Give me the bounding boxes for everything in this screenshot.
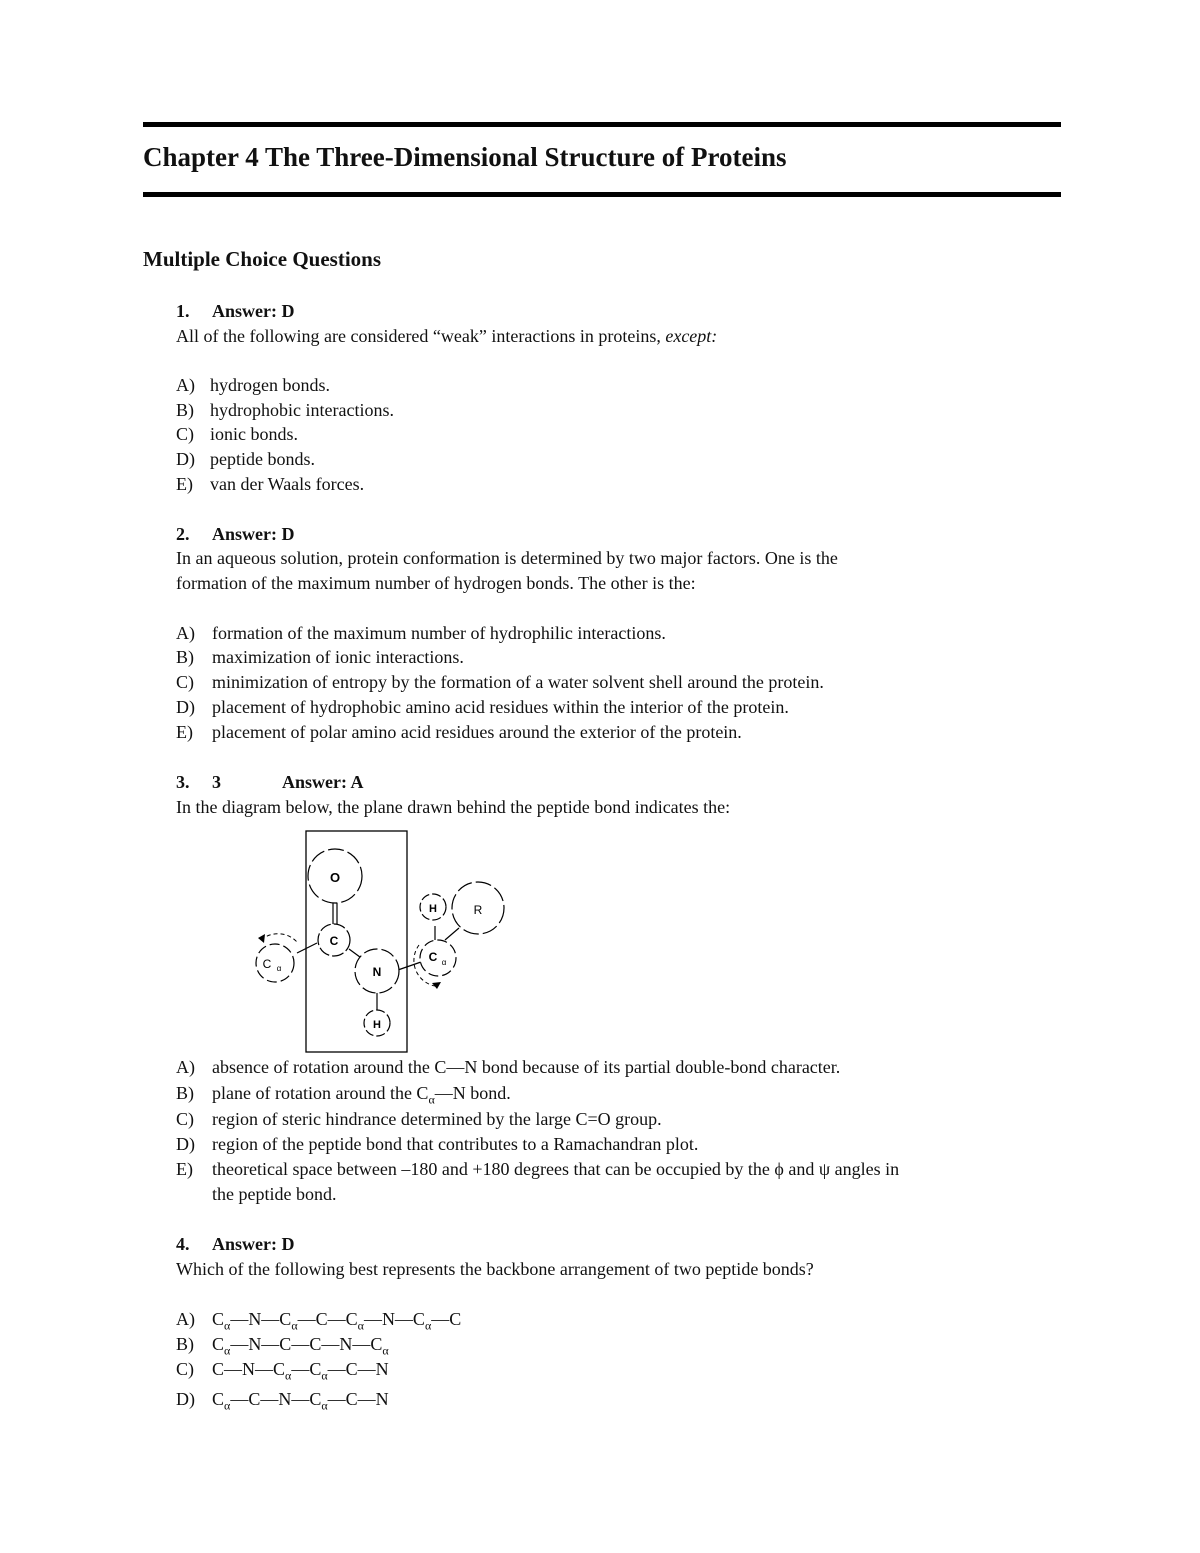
q2-option-b: B) maximization of ionic interactions. [176, 647, 464, 667]
label-oxygen: O [329, 870, 341, 885]
alpha-subscript: α [321, 1398, 328, 1413]
peptide-diagram-svg [245, 828, 525, 1058]
section-title: Multiple Choice Questions [143, 247, 382, 271]
alpha-subscript: α [382, 1343, 389, 1358]
label-carbonyl-carbon: C [329, 934, 339, 948]
q4-option-c: C) $C—N—C_\alpha—C_\alpha—C—N$ [176, 1359, 389, 1383]
bond-ca-r [445, 928, 459, 940]
label-alpha-carbon-right-sub: α [441, 958, 447, 967]
alpha-subscript: α [424, 1318, 432, 1333]
chain-segment: —N—C [230, 1309, 292, 1329]
q3-option-b: B) plane of rotation around the $C_\alpha—N$ bond. [176, 1083, 511, 1107]
q1-stem: All of the following are considered “weak” interactions in proteins, except: [176, 326, 718, 346]
alpha-subscript: α [285, 1368, 292, 1383]
alpha-subscript: α [224, 1398, 231, 1413]
peptide-bond-diagram [245, 828, 525, 1063]
label-alpha-carbon-left: C [262, 957, 272, 971]
q2-option-d: D) placement of hydrophobic amino acid residues within the interior of the protein. [176, 697, 789, 717]
label-nitrogen: N [372, 965, 382, 979]
q1-option-c: C) ionic bonds. [176, 424, 298, 444]
q3-stem: In the diagram below, the plane drawn behind the peptide bond indicates the: [176, 797, 731, 817]
alpha-carbon-right-atom [420, 940, 456, 976]
alpha-subscript: α [224, 1343, 231, 1358]
rotation-arrow-left [261, 934, 297, 942]
chain-segment: —C—N—C [230, 1389, 322, 1409]
q1-option-a: A) hydrogen bonds. [176, 375, 330, 395]
q2-option-c: C) minimization of entropy by the formation of a water solvent shell around the protein. [176, 672, 824, 692]
label-alpha-hydrogen: H [429, 903, 437, 915]
q3-option-e: E) theoretical space between –180 and +180 degrees that can be occupied by the ϕ and ψ angles in [176, 1159, 900, 1179]
chain-segment: C [212, 1389, 225, 1409]
q4-stem: Which of the following best represents the backbone arrangement of two peptide bonds? [176, 1259, 814, 1279]
chain-segment: —C [431, 1309, 462, 1329]
q3-option-e-cont: the peptide bond. [212, 1184, 337, 1204]
q3-option-d: D) region of the peptide bond that contributes to a Ramachandran plot. [176, 1134, 699, 1154]
chain-segment: —C—N [327, 1389, 389, 1409]
q1-header: 1. Answer: D [176, 301, 295, 321]
alpha-subscript: α [321, 1368, 328, 1383]
q4-option-a: A) $C_\alpha—N—C_\alpha—C—C_\alpha—N—C_\alpha—C$ [176, 1309, 462, 1333]
q2-option-a: A) formation of the maximum number of hydrophilic interactions. [176, 623, 666, 643]
chain-segment: C [212, 1334, 225, 1354]
label-alpha-carbon-right: C [428, 950, 438, 964]
bond-ca-c [297, 943, 317, 953]
q1-option-b: B) hydrophobic interactions. [176, 400, 394, 420]
top-rule [143, 122, 1061, 127]
q4-option-b: B) $C_\alpha—N—C—C—N—C_\alpha$ [176, 1334, 389, 1358]
chapter-title: Chapter 4 The Three-Dimensional Structure of Proteins [143, 142, 787, 172]
chain-segment: C [212, 1309, 225, 1329]
q2-stem-line2: formation of the maximum number of hydrogen bonds. The other is the: [176, 573, 696, 593]
q2-header: 2. Answer: D [176, 524, 295, 544]
bottom-rule [143, 192, 1061, 197]
q3-header: 3. 3 Answer: A [176, 772, 364, 792]
chain-segment: —C—N [327, 1359, 389, 1379]
q3-option-a: A) absence of rotation around the C—N bond because of its partial double-bond character. [176, 1057, 841, 1077]
label-alpha-carbon-left-sub: α [276, 964, 282, 973]
chain-segment: —C [291, 1359, 322, 1379]
label-amide-hydrogen: H [373, 1019, 381, 1031]
chain-segment: —N—C [363, 1309, 425, 1329]
q4-option-d: D) $C_\alpha—C—N—C_\alpha—C—N$ [176, 1389, 389, 1413]
alpha-subscript: α [291, 1318, 298, 1333]
chain-segment: —N—C—C—N—C [230, 1334, 383, 1354]
q1-option-e: E) van der Waals forces. [176, 474, 365, 494]
label-r-group: R [473, 903, 483, 917]
chain-segment: —C—C [297, 1309, 358, 1329]
rotation-arrowhead-left [258, 934, 265, 943]
q2-option-e: E) placement of polar amino acid residues around the exterior of the protein. [176, 722, 742, 742]
q1-option-d: D) peptide bonds. [176, 449, 315, 469]
q3-option-c: C) region of steric hindrance determined by the large C=O group. [176, 1109, 662, 1129]
alpha-subscript: α [224, 1318, 231, 1333]
chain-segment: C—N—C [212, 1359, 286, 1379]
alpha-subscript: α [357, 1318, 364, 1333]
q2-stem-line1: In an aqueous solution, protein conformation is determined by two major factors. One is the [176, 548, 838, 568]
q4-header: 4. Answer: D [176, 1234, 295, 1254]
